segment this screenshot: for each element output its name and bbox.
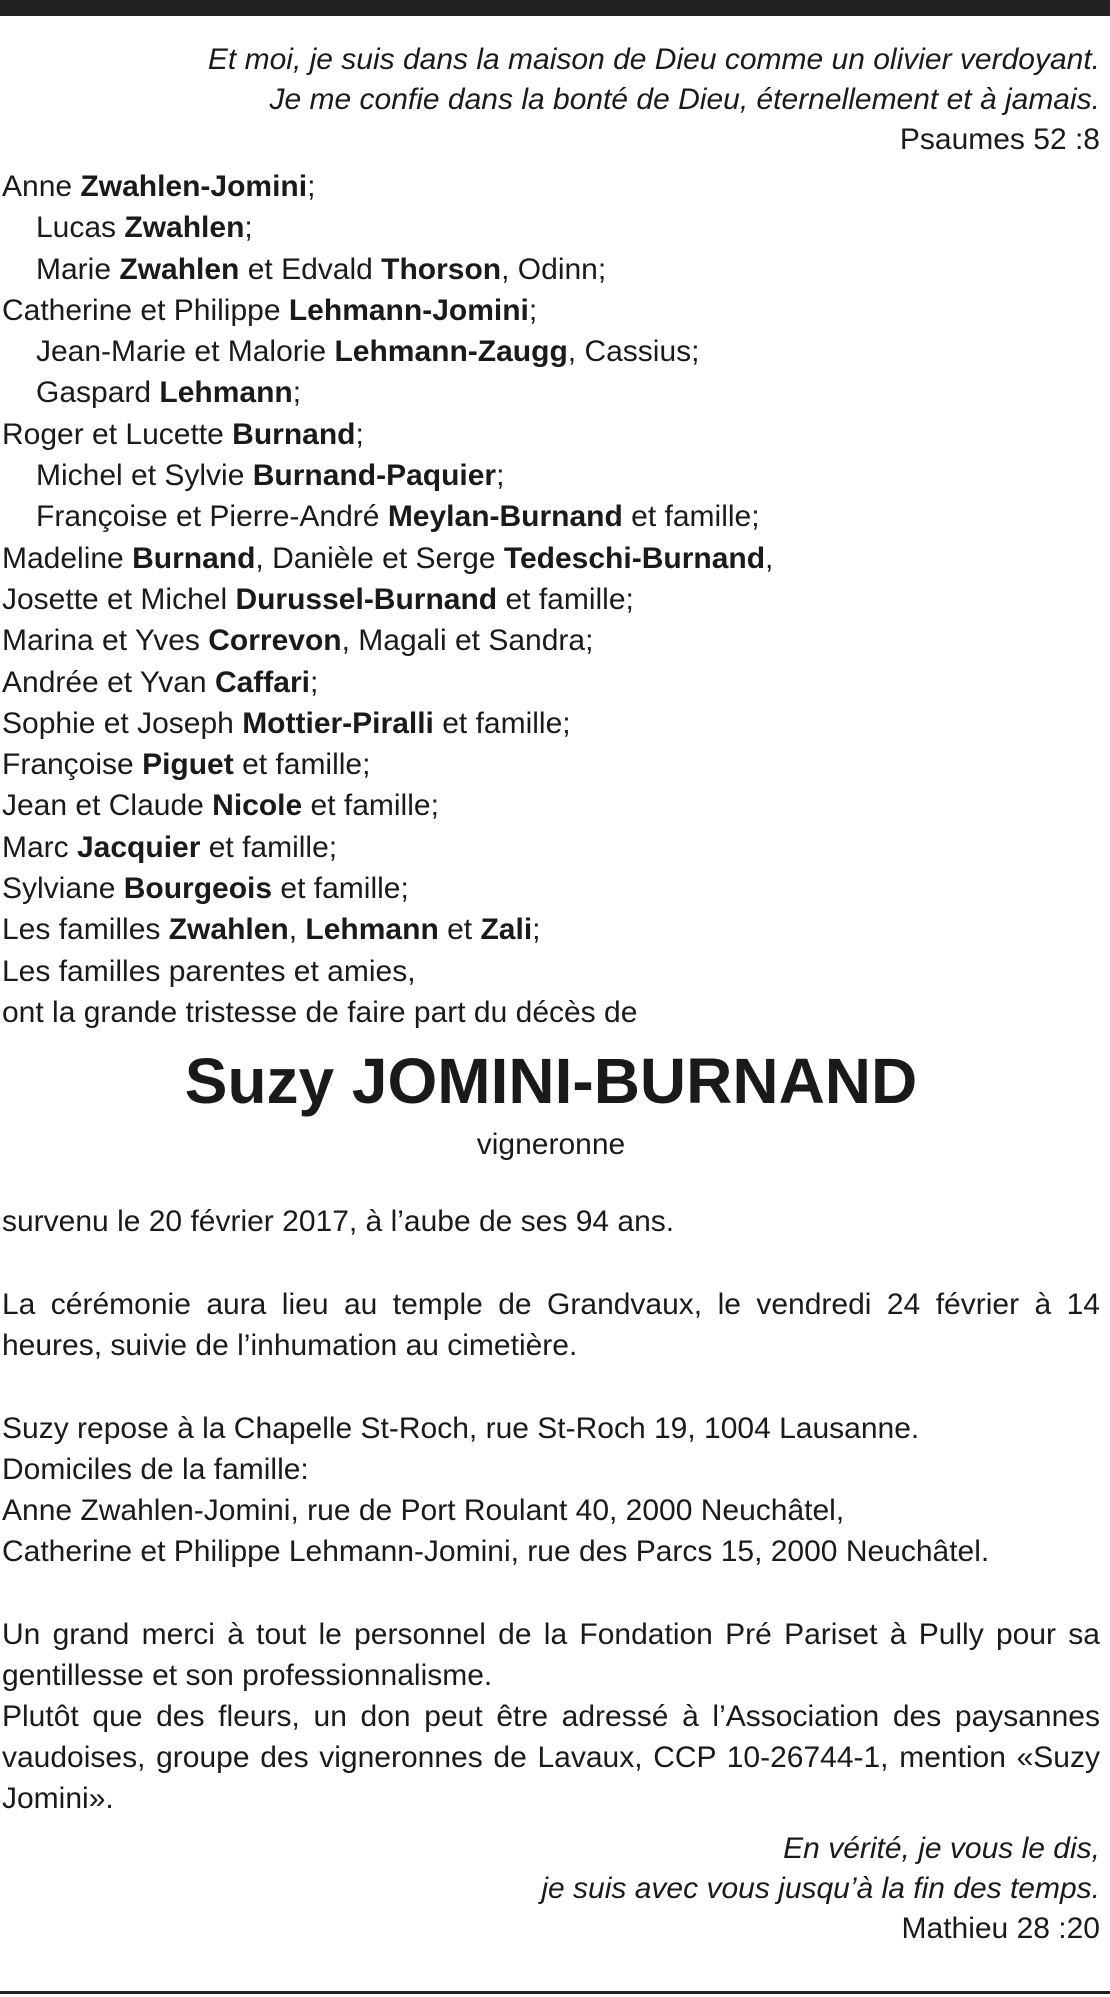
family-surname: Zwahlen xyxy=(119,252,240,286)
family-line xyxy=(2,703,1100,744)
family-text: ; xyxy=(244,211,253,245)
family-text: Jean-Marie et Malorie xyxy=(36,335,335,369)
family-surname: Correvon xyxy=(208,624,342,658)
family-line xyxy=(2,785,1100,826)
family-line xyxy=(2,372,1100,413)
family-text: , xyxy=(288,913,306,947)
family-text: Les familles parentes et amies, xyxy=(2,954,416,988)
deceased-occupation: vigneronne xyxy=(476,1128,626,1162)
family-text: Françoise et Pierre-André xyxy=(36,500,388,534)
closing-line-1: En vérité, je vous le dis, xyxy=(783,1832,1100,1866)
family-text: Françoise xyxy=(2,748,143,782)
family-line xyxy=(2,496,1100,537)
family-text: , xyxy=(765,541,774,575)
family-line xyxy=(2,331,1100,372)
deceased-name: Suzy JOMINI-BURNAND xyxy=(184,1045,918,1118)
family-line xyxy=(2,538,1100,579)
family-text: Marina et Yves xyxy=(2,624,209,658)
family-text: et famille; xyxy=(200,830,338,864)
family-surname: Burnand xyxy=(132,541,256,575)
epigraph xyxy=(2,40,1100,160)
family-surname: Lehmann xyxy=(159,376,293,410)
family-surname: Zwahlen xyxy=(168,913,289,947)
family-surname: Caffari xyxy=(214,665,310,699)
family-text: et famille; xyxy=(433,706,571,740)
family-surname: Zwahlen xyxy=(124,211,245,245)
family-surname: Meylan-Burnand xyxy=(387,500,623,534)
family-text: Catherine et Philippe xyxy=(2,293,289,327)
family-text: Gaspard xyxy=(36,376,160,410)
family-text: ; xyxy=(355,417,364,451)
family-line xyxy=(2,207,1100,248)
family-line xyxy=(2,951,1100,992)
family-text: et famille; xyxy=(622,500,760,534)
obituary-notice xyxy=(2,40,1100,1949)
closing-line-2: je suis avec vous jusqu’à la fin des temps. xyxy=(541,1872,1100,1906)
date-of-death: survenu le 20 février 2017, à l’aube de ses 94 ans. xyxy=(2,1205,675,1239)
family-text: et famille; xyxy=(497,582,634,616)
family-text: Lucas xyxy=(36,211,125,245)
family-surname: Lehmann-Zaugg xyxy=(334,335,568,369)
closing-verse xyxy=(2,1829,1100,1949)
family-surname: Zwahlen-Jomini xyxy=(80,170,308,203)
family-text: ; xyxy=(496,459,505,493)
family-surname: Jacquier xyxy=(77,830,201,864)
family-line xyxy=(2,744,1100,785)
domicile-1: Anne Zwahlen-Jomini, rue de Port Roulant 40, 2000 Neuchâtel, xyxy=(2,1494,845,1528)
family-text: et famille; xyxy=(272,872,409,906)
family-text: Anne xyxy=(2,170,81,203)
family-text: Roger et Lucette xyxy=(2,417,233,451)
family-line xyxy=(2,455,1100,496)
family-text: , Cassius; xyxy=(567,335,700,369)
family-line xyxy=(2,868,1100,909)
family-text: , Danièle et Serge xyxy=(255,541,504,575)
family-text: Marc xyxy=(2,830,77,864)
family-line xyxy=(2,579,1100,620)
ceremony-info: La cérémonie aura lieu au temple de Grandvaux, le vendredi 24 février à 14 heures, suivie de l’inhumation au cimetière. xyxy=(2,1288,1100,1363)
family-line xyxy=(2,414,1100,455)
family-line xyxy=(2,662,1100,703)
family-surname: Bourgeois xyxy=(123,872,273,906)
family-text: Michel et Sylvie xyxy=(36,459,253,493)
family-line xyxy=(2,290,1100,331)
bottom-border-line xyxy=(0,1991,1110,1994)
family-text: Madeline xyxy=(2,541,133,575)
family-surname: Piguet xyxy=(142,748,234,782)
epigraph-reference: Psaumes 52 :8 xyxy=(899,123,1100,156)
family-text: ; xyxy=(532,913,541,947)
family-text: Josette et Michel xyxy=(2,582,236,616)
family-text: , Magali et Sandra; xyxy=(341,624,594,658)
family-text: , Odinn; xyxy=(501,252,607,286)
family-text: Sylviane xyxy=(2,872,124,906)
domicile-2: Catherine et Philippe Lehmann-Jomini, rue des Parcs 15, 2000 Neuchâtel. xyxy=(2,1535,990,1569)
family-text: et famille; xyxy=(233,748,371,782)
rest-location: Suzy repose à la Chapelle St-Roch, rue St-Roch 19, 1004 Lausanne. xyxy=(2,1412,920,1446)
thanks-text: Un grand merci à tout le personnel de la Fondation Pré Pariset à Pully pour sa gentillesse et son professionnalisme. xyxy=(2,1618,1100,1693)
family-surname: Zali xyxy=(480,913,533,947)
donation-text: Plutôt que des fleurs, un don peut être adressé à l’Association des paysannes vaudoises, groupe des vigneronnes de Lavaux, CCP 10-26744-1, mention «Suzy Jomini». xyxy=(2,1700,1100,1816)
family-line xyxy=(2,249,1100,290)
family-text: et Edvald xyxy=(239,252,382,286)
family-text: ; xyxy=(309,665,319,699)
family-line xyxy=(2,992,1100,1033)
family-surname: Lehmann xyxy=(305,913,439,947)
closing-reference: Mathieu 28 :20 xyxy=(901,1912,1100,1946)
family-text: Marie xyxy=(36,252,120,286)
family-text: ; xyxy=(528,293,538,327)
family-text: ont la grande tristesse de faire part du décès de xyxy=(2,995,638,1029)
family-list xyxy=(2,166,1100,1033)
family-line xyxy=(2,166,1100,207)
family-text: ; xyxy=(307,170,316,203)
family-surname: Durussel-Burnand xyxy=(235,582,498,616)
top-border-bar xyxy=(0,0,1110,16)
family-text: Andrée et Yvan xyxy=(2,665,215,699)
family-surname: Nicole xyxy=(212,789,303,823)
family-text: et xyxy=(438,913,481,947)
family-text: et famille; xyxy=(302,789,439,823)
family-surname: Burnand-Paquier xyxy=(252,459,497,493)
family-surname: Thorson xyxy=(381,252,502,286)
domiciles-label: Domiciles de la famille: xyxy=(2,1453,309,1487)
family-text: Les familles xyxy=(2,913,169,947)
family-text: Sophie et Joseph xyxy=(2,706,243,740)
epigraph-line-2: Je me confie dans la bonté de Dieu, éternellement et à jamais. xyxy=(269,83,1100,116)
family-surname: Lehmann-Jomini xyxy=(288,293,529,327)
family-text: Jean et Claude xyxy=(2,789,213,823)
family-text: ; xyxy=(292,376,302,410)
family-line xyxy=(2,909,1100,950)
family-line xyxy=(2,620,1100,661)
epigraph-line-1: Et moi, je suis dans la maison de Dieu comme un olivier verdoyant. xyxy=(207,43,1100,76)
family-surname: Burnand xyxy=(232,417,356,451)
family-surname: Mottier-Piralli xyxy=(242,706,434,740)
family-surname: Tedeschi-Burnand xyxy=(503,541,766,575)
family-line xyxy=(2,827,1100,868)
